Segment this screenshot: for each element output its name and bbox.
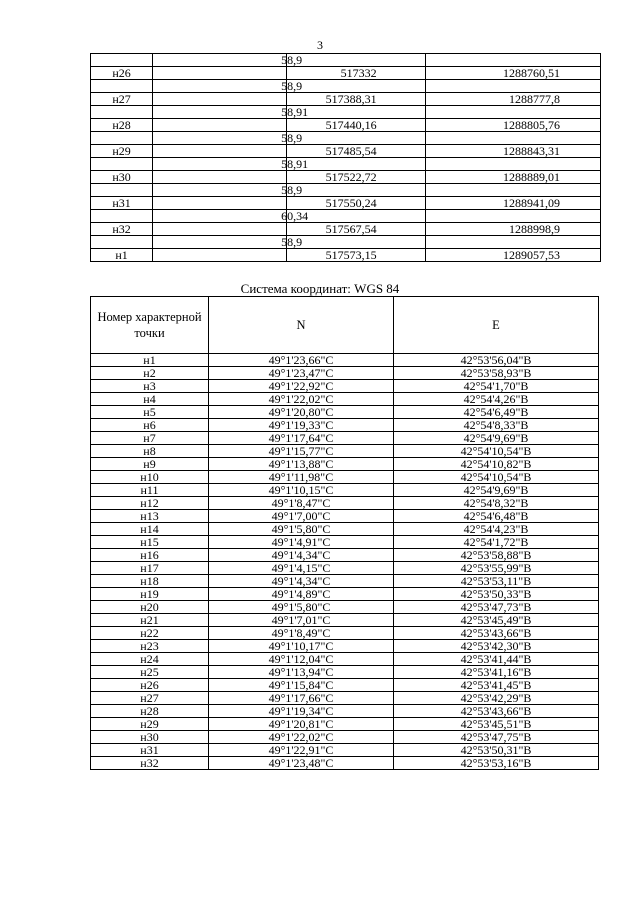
lon-cell: 42°53'41,45"В — [394, 679, 599, 692]
point-cell: н18 — [91, 575, 209, 588]
table-row — [91, 575, 599, 588]
lon-cell: 42°54'6,48"В — [394, 510, 599, 523]
point-cell: н31 — [91, 197, 153, 210]
lon-cell: 42°53'47,73"В — [394, 601, 599, 614]
lat-cell: 49°1'17,64"С — [209, 432, 394, 445]
lat-cell: 49°1'7,01"С — [209, 614, 394, 627]
table-row — [91, 197, 601, 210]
table-row — [91, 705, 599, 718]
lon-cell: 42°53'56,04"В — [394, 354, 599, 367]
lon-cell: 42°53'43,66"В — [394, 627, 599, 640]
point-cell: н11 — [91, 484, 209, 497]
empty-cell — [91, 54, 153, 67]
n-cell: 517567,54 — [287, 223, 425, 236]
lat-cell: 49°1'22,91"С — [209, 744, 394, 757]
point-cell: н7 — [91, 432, 209, 445]
table-row — [91, 536, 599, 549]
empty-cell — [153, 223, 287, 236]
empty-cell — [153, 93, 287, 106]
lat-cell: 49°1'4,34"С — [209, 575, 394, 588]
lon-cell: 42°53'43,66"В — [394, 705, 599, 718]
lat-cell: 49°1'4,34"С — [209, 549, 394, 562]
distance-row — [91, 80, 601, 93]
point-cell: н25 — [91, 666, 209, 679]
lat-cell: 49°1'20,81"С — [209, 718, 394, 731]
lat-cell: 49°1'4,89"С — [209, 588, 394, 601]
point-cell: н1 — [91, 354, 209, 367]
lon-cell: 42°54'8,32"В — [394, 497, 599, 510]
lat-cell: 49°1'8,47"С — [209, 497, 394, 510]
lon-cell: 42°54'6,49"В — [394, 406, 599, 419]
lat-cell: 49°1'10,15"С — [209, 484, 394, 497]
lat-cell: 49°1'4,91"С — [209, 536, 394, 549]
point-cell: н1 — [91, 249, 153, 262]
lon-cell: 42°53'53,11"В — [394, 575, 599, 588]
point-cell: н9 — [91, 458, 209, 471]
empty-cell — [287, 132, 425, 145]
distance-row — [91, 54, 601, 67]
table-row — [91, 419, 599, 432]
empty-cell — [153, 197, 287, 210]
distance-row — [91, 106, 601, 119]
point-cell: н30 — [91, 731, 209, 744]
distance-row — [91, 236, 601, 249]
table-row — [91, 249, 601, 262]
e-cell: 1288998,9 — [425, 223, 600, 236]
lat-cell: 49°1'23,48"С — [209, 757, 394, 770]
table-row — [91, 145, 601, 158]
empty-cell — [287, 236, 425, 249]
lon-cell: 42°54'4,26"В — [394, 393, 599, 406]
n-cell: 517388,31 — [287, 93, 425, 106]
empty-cell — [91, 106, 153, 119]
point-cell: н16 — [91, 549, 209, 562]
empty-cell — [425, 236, 600, 249]
lat-cell: 49°1'13,94"С — [209, 666, 394, 679]
lon-cell: 42°53'47,75"В — [394, 731, 599, 744]
point-cell: н19 — [91, 588, 209, 601]
empty-cell — [425, 54, 600, 67]
table-row — [91, 614, 599, 627]
point-cell: н32 — [91, 223, 153, 236]
point-cell: н10 — [91, 471, 209, 484]
point-cell: н27 — [91, 692, 209, 705]
distance-row — [91, 184, 601, 197]
empty-cell — [425, 184, 600, 197]
lon-cell: 42°53'41,16"В — [394, 666, 599, 679]
lat-cell: 49°1'7,00"С — [209, 510, 394, 523]
distance-cell: 58,9 — [153, 236, 287, 249]
distance-row — [91, 132, 601, 145]
point-cell: н29 — [91, 718, 209, 731]
lat-cell: 49°1'22,02"С — [209, 393, 394, 406]
e-cell: 1288805,76 — [425, 119, 600, 132]
lat-cell: 49°1'11,98"С — [209, 471, 394, 484]
point-cell: н28 — [91, 119, 153, 132]
lon-cell: 42°54'1,72"В — [394, 536, 599, 549]
table-row — [91, 393, 599, 406]
table-row — [91, 445, 599, 458]
empty-cell — [91, 210, 153, 223]
point-cell: н5 — [91, 406, 209, 419]
empty-cell — [91, 184, 153, 197]
empty-cell — [153, 145, 287, 158]
table-row — [91, 119, 601, 132]
distance-cell: 58,9 — [153, 54, 287, 67]
empty-cell — [91, 236, 153, 249]
point-cell: н21 — [91, 614, 209, 627]
table-row — [91, 653, 599, 666]
lon-cell: 42°54'9,69"В — [394, 484, 599, 497]
wgs84-coordinates-table — [90, 296, 599, 770]
lon-cell: 42°54'9,69"В — [394, 432, 599, 445]
lon-cell: 42°54'10,54"В — [394, 445, 599, 458]
point-cell: н20 — [91, 601, 209, 614]
point-cell: н15 — [91, 536, 209, 549]
lon-cell: 42°53'58,93"В — [394, 367, 599, 380]
lon-cell: 42°54'8,33"В — [394, 419, 599, 432]
empty-cell — [153, 171, 287, 184]
point-cell: н23 — [91, 640, 209, 653]
point-cell: н6 — [91, 419, 209, 432]
table-row — [91, 484, 599, 497]
point-cell: н30 — [91, 171, 153, 184]
point-cell: н12 — [91, 497, 209, 510]
lat-cell: 49°1'4,15"С — [209, 562, 394, 575]
point-cell: н26 — [91, 679, 209, 692]
e-cell: 1288777,8 — [425, 93, 600, 106]
point-cell: н8 — [91, 445, 209, 458]
table-row — [91, 666, 599, 679]
lon-cell: 42°53'45,51"В — [394, 718, 599, 731]
point-cell: н13 — [91, 510, 209, 523]
header-n: N — [209, 297, 394, 354]
table-row — [91, 497, 599, 510]
distance-cell: 60,34 — [153, 210, 287, 223]
table-row — [91, 744, 599, 757]
n-cell: 517440,16 — [287, 119, 425, 132]
lon-cell: 42°53'45,49"В — [394, 614, 599, 627]
n-cell: 517550,24 — [287, 197, 425, 210]
n-cell: 517485,54 — [287, 145, 425, 158]
lat-cell: 49°1'12,04"С — [209, 653, 394, 666]
point-cell: н4 — [91, 393, 209, 406]
empty-cell — [287, 158, 425, 171]
n-cell: 517522,72 — [287, 171, 425, 184]
empty-cell — [425, 210, 600, 223]
lat-cell: 49°1'5,80"С — [209, 601, 394, 614]
e-cell: 1288889,01 — [425, 171, 600, 184]
empty-cell — [425, 132, 600, 145]
empty-cell — [287, 184, 425, 197]
empty-cell — [153, 119, 287, 132]
table-row — [91, 692, 599, 705]
table-row — [91, 731, 599, 744]
lat-cell: 49°1'15,77"С — [209, 445, 394, 458]
lat-cell: 49°1'17,66"С — [209, 692, 394, 705]
empty-cell — [425, 158, 600, 171]
lat-cell: 49°1'22,02"С — [209, 731, 394, 744]
e-cell: 1288843,31 — [425, 145, 600, 158]
point-cell: н26 — [91, 67, 153, 80]
empty-cell — [425, 106, 600, 119]
distance-row — [91, 210, 601, 223]
empty-cell — [287, 106, 425, 119]
table-row — [91, 223, 601, 236]
header-point-number: Номер характерной точки — [91, 297, 209, 354]
point-cell: н14 — [91, 523, 209, 536]
empty-cell — [425, 80, 600, 93]
lon-cell: 42°53'55,99"В — [394, 562, 599, 575]
distance-cell: 58,9 — [153, 80, 287, 93]
point-cell: н22 — [91, 627, 209, 640]
lat-cell: 49°1'10,17"С — [209, 640, 394, 653]
n-cell: 517332 — [287, 67, 425, 80]
point-cell: н17 — [91, 562, 209, 575]
table-row — [91, 640, 599, 653]
table-row — [91, 718, 599, 731]
point-cell: н24 — [91, 653, 209, 666]
header-e: E — [394, 297, 599, 354]
empty-cell — [153, 67, 287, 80]
header-row — [91, 297, 599, 354]
point-cell: н27 — [91, 93, 153, 106]
lon-cell: 42°53'50,31"В — [394, 744, 599, 757]
lat-cell: 49°1'13,88"С — [209, 458, 394, 471]
point-cell: н28 — [91, 705, 209, 718]
table-row — [91, 432, 599, 445]
table-row — [91, 471, 599, 484]
table-row — [91, 549, 599, 562]
empty-cell — [91, 158, 153, 171]
distance-cell: 58,91 — [153, 158, 287, 171]
table-row — [91, 367, 599, 380]
distance-cell: 58,9 — [153, 184, 287, 197]
table-row — [91, 679, 599, 692]
n-cell: 517573,15 — [287, 249, 425, 262]
coordinate-system-caption: Система координат: WGS 84 — [240, 281, 400, 296]
lat-cell: 49°1'19,34"С — [209, 705, 394, 718]
metric-coordinates-table — [90, 53, 601, 262]
table-row — [91, 380, 599, 393]
table-row — [91, 354, 599, 367]
point-cell: н29 — [91, 145, 153, 158]
distance-cell: 58,9 — [153, 132, 287, 145]
point-cell: н31 — [91, 744, 209, 757]
empty-cell — [287, 80, 425, 93]
empty-cell — [287, 54, 425, 67]
page-number: 3 — [317, 38, 323, 52]
lon-cell: 42°53'53,16"В — [394, 757, 599, 770]
lon-cell: 42°53'50,33"В — [394, 588, 599, 601]
lat-cell: 49°1'23,66"С — [209, 354, 394, 367]
lon-cell: 42°54'10,54"В — [394, 471, 599, 484]
table-row — [91, 627, 599, 640]
lon-cell: 42°53'41,44"В — [394, 653, 599, 666]
lat-cell: 49°1'8,49"С — [209, 627, 394, 640]
lat-cell: 49°1'22,92"С — [209, 380, 394, 393]
table-row — [91, 562, 599, 575]
point-cell: н2 — [91, 367, 209, 380]
table-row — [91, 588, 599, 601]
table-row — [91, 601, 599, 614]
table-row — [91, 406, 599, 419]
distance-cell: 58,91 — [153, 106, 287, 119]
table-row — [91, 93, 601, 106]
lat-cell: 49°1'19,33"С — [209, 419, 394, 432]
lon-cell: 42°53'42,30"В — [394, 640, 599, 653]
lat-cell: 49°1'15,84"С — [209, 679, 394, 692]
lon-cell: 42°53'58,88"В — [394, 549, 599, 562]
lat-cell: 49°1'20,80"С — [209, 406, 394, 419]
point-cell: н32 — [91, 757, 209, 770]
lat-cell: 49°1'5,80"С — [209, 523, 394, 536]
lon-cell: 42°54'1,70"В — [394, 380, 599, 393]
empty-cell — [91, 132, 153, 145]
lat-cell: 49°1'23,47"С — [209, 367, 394, 380]
e-cell: 1289057,53 — [425, 249, 600, 262]
lon-cell: 42°54'4,23"В — [394, 523, 599, 536]
lon-cell: 42°54'10,82"В — [394, 458, 599, 471]
table-row — [91, 171, 601, 184]
lon-cell: 42°53'42,29"В — [394, 692, 599, 705]
empty-cell — [287, 210, 425, 223]
table-row — [91, 510, 599, 523]
table-row — [91, 458, 599, 471]
table-row — [91, 67, 601, 80]
table-row — [91, 523, 599, 536]
point-cell: н3 — [91, 380, 209, 393]
table-row — [91, 757, 599, 770]
e-cell: 1288760,51 — [425, 67, 600, 80]
distance-row — [91, 158, 601, 171]
empty-cell — [91, 80, 153, 93]
e-cell: 1288941,09 — [425, 197, 600, 210]
empty-cell — [153, 249, 287, 262]
